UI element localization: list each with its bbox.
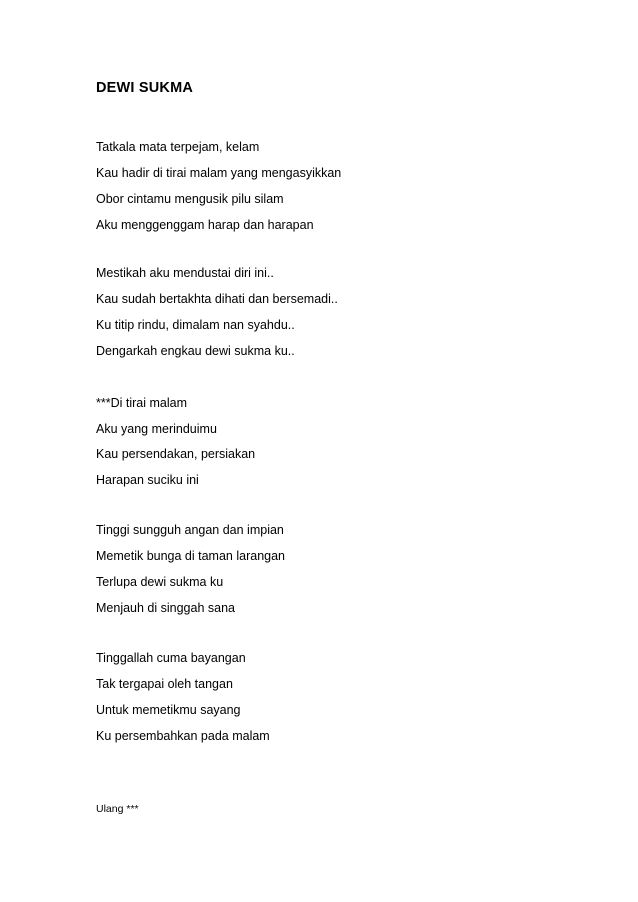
poem-line: Kau persendakan, persiakan <box>96 447 256 461</box>
poem-line: Kau sudah bertakhta dihati dan bersemadi.. <box>96 292 338 306</box>
poem-line: Ku titip rindu, dimalam nan syahdu.. <box>96 318 295 332</box>
poem-title: DEWI SUKMA <box>96 80 194 96</box>
poem-line: Mestikah aku mendustai diri ini.. <box>96 266 274 280</box>
poem-footer-note: Ulang *** <box>96 803 139 815</box>
poem-line: ***Di tirai malam <box>96 396 187 410</box>
poem-line: Obor cintamu mengusik pilu silam <box>96 192 284 206</box>
poem-line: Kau hadir di tirai malam yang mengasyikkan <box>96 166 342 180</box>
poem-line: Menjauh di singgah sana <box>96 601 235 615</box>
poem-line: Aku yang merinduimu <box>96 422 217 436</box>
poem-line: Harapan suciku ini <box>96 473 199 487</box>
poem-line: Dengarkah engkau dewi sukma ku.. <box>96 344 295 358</box>
poem-line: Tinggallah cuma bayangan <box>96 651 246 665</box>
poem-line: Tatkala mata terpejam, kelam <box>96 140 260 154</box>
poem-line: Ku persembahkan pada malam <box>96 729 270 743</box>
poem-line: Untuk memetikmu sayang <box>96 703 241 717</box>
poem-line: Tinggi sungguh angan dan impian <box>96 523 284 537</box>
poem-line: Tak tergapai oleh tangan <box>96 677 233 691</box>
poem-line: Aku menggenggam harap dan harapan <box>96 218 314 232</box>
poem-line: Memetik bunga di taman larangan <box>96 549 286 563</box>
poem-line: Terlupa dewi sukma ku <box>96 575 224 589</box>
